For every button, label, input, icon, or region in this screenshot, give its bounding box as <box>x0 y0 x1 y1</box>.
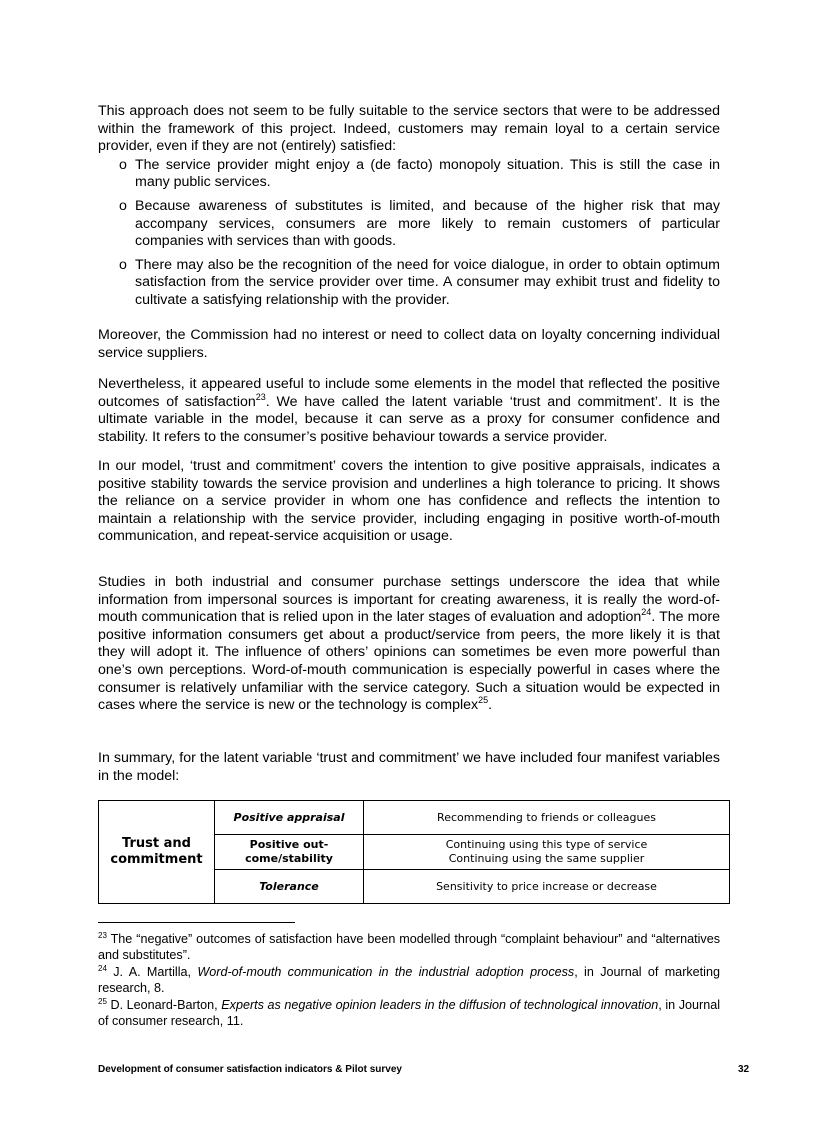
text: D. Leonard-Barton, <box>106 998 222 1012</box>
manifest-variable-cell: Positive out-come/stability <box>215 835 364 870</box>
latent-variable-cell: Trust and commitment <box>99 801 215 904</box>
list-item <box>98 198 720 251</box>
description-cell <box>364 870 730 904</box>
footnote-number: 25 <box>98 997 107 1006</box>
paragraph-intro <box>98 103 720 310</box>
list-item <box>98 257 720 310</box>
list-item <box>98 157 720 192</box>
footnote-number: 23 <box>98 931 107 940</box>
footer-title: Development of consumer satisfaction indicators & Pilot survey <box>98 1064 402 1075</box>
text: . We have called the latent variable ‘trust and commitment’. It is the ultimate variable in the model, because it can serve as a proxy for consumer confidence and stability. It refers to the consumer’s positive behaviour towards a service provider. <box>98 393 720 445</box>
paragraph <box>98 574 720 715</box>
description-text: Continuing using the same supplier <box>448 852 645 865</box>
footnote <box>98 931 720 964</box>
page-number: 32 <box>738 1064 750 1075</box>
footnote <box>98 964 720 997</box>
manifest-variable-cell: Positive appraisal <box>215 801 364 835</box>
citation-title: Word-of-mouth communication in the industrial adoption process <box>197 965 575 979</box>
text: . The more positive information consumers get about a product/service from peers, the more likely it is that they will adopt it. The influence of others’ opinions can sometimes be even more powerful than one’s own perceptions. Word-of-mouth communication is especially powerful in cases where the consumer is relatively unfamiliar with the service category. Such a situation would be expected in cases where the service is new or the technology is complex <box>98 609 720 714</box>
citation-title: Experts as negative opinion leaders in the diffusion of technological innovation <box>221 998 659 1012</box>
description-cell <box>364 801 730 835</box>
description-cell <box>364 835 730 870</box>
text: J. A. Martilla, <box>106 965 198 979</box>
paragraph: In summary, for the latent variable ‘trust and commitment’ we have included four manifest variables in the model: <box>98 750 720 784</box>
footnote-ref[interactable]: 24 <box>641 607 652 618</box>
paragraph-text: This approach does not seem to be fully suitable to the service sectors that were to be addressed within the framework of this project. Indeed, customers may remain loyal to a certain service provider, even if they are not (entirely) satisfied: <box>98 103 720 155</box>
text: , in Journal of marketing research, 8. <box>98 965 720 996</box>
text: Nevertheless, it appeared useful to include some elements in the model that reflected the positive outcomes of satisfaction <box>98 376 720 410</box>
footnote-ref[interactable]: 23 <box>255 391 266 402</box>
bullet-icon: o <box>119 256 127 273</box>
description-text: Recommending to friends or colleagues <box>437 810 656 824</box>
paragraph: Moreover, the Commission had no interest or need to collect data on loyalty concerning individual service suppliers. <box>98 327 720 361</box>
list-item-text: The service provider might enjoy a (de facto) monopoly situation. This is still the case in many public services. <box>135 156 720 191</box>
manifest-variables-table <box>98 800 730 904</box>
footnote-separator <box>98 922 295 923</box>
description-text: Sensitivity to price increase or decrease <box>436 879 657 893</box>
paragraph <box>98 376 720 446</box>
footnote <box>98 997 720 1030</box>
description-text: Continuing using this type of service <box>445 838 648 851</box>
text: , in Journal of consumer research, 11. <box>98 998 721 1029</box>
text: Studies in both industrial and consumer purchase settings underscore the idea that while information from impersonal sources is important for creating awareness, it is really the word-of-mouth communication that is relied upon in the later stages of evaluation and adoption <box>98 574 720 626</box>
footnote-ref[interactable]: 25 <box>478 695 489 706</box>
list-item-text: Because awareness of substitutes is limited, and because of the higher risk that may accompany services, consumers are more likely to remain customers of particular companies with services than with goods. <box>135 197 720 250</box>
list-item-text: There may also be the recognition of the need for voice dialogue, in order to obtain optimum satisfaction from the service provider over time. A consumer may exhibit trust and fidelity to cultivate a satisfying relationship with the provider. <box>135 256 720 308</box>
manifest-variable-cell: Tolerance <box>215 870 364 904</box>
bullet-icon: o <box>119 197 127 214</box>
bullet-icon: o <box>119 156 127 173</box>
text: . <box>488 697 493 714</box>
footnote-number: 24 <box>98 964 107 973</box>
text: The “negative” outcomes of satisfaction have been modelled through “complaint behaviour” and “alternatives and substitutes”. <box>98 932 720 963</box>
paragraph: In our model, ‘trust and commitment’ covers the intention to give positive appraisals, indicates a positive stability towards the service provision and underlines a high tolerance to pricing. It shows the reliance on a service provider in whom one has confidence and reflects the intention to maintain a relationship with the service provider, including engaging in positive worth-of-mouth communication, and repeat-service acquisition or usage. <box>98 458 720 545</box>
bullet-list <box>98 157 720 310</box>
